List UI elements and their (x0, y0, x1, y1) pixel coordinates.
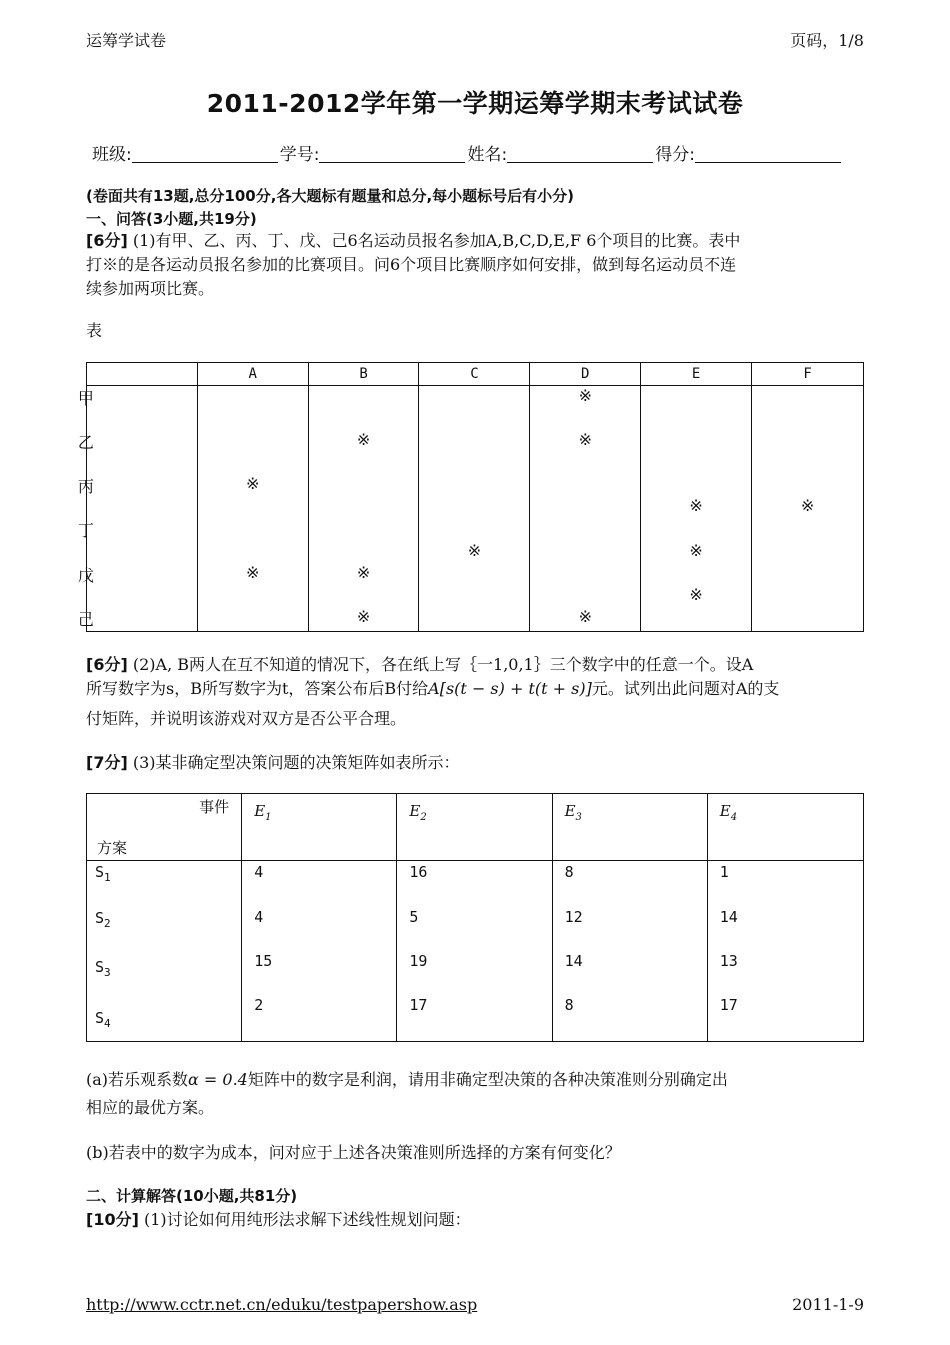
event-column-a (197, 386, 308, 632)
q1-line3: 续参加两项比赛。 (86, 279, 215, 298)
corner-plan-label: 方案 (97, 839, 128, 857)
matrix-column-e3 (552, 861, 707, 1042)
plan-subscript: 1 (104, 871, 111, 884)
athlete-label: 戊 (77, 566, 94, 585)
entry-mark: ※ (356, 430, 371, 449)
question-2-text (86, 653, 864, 731)
q2-line3: 付矩阵，并说明该游戏对双方是否公平合理。 (86, 709, 407, 728)
score-label: 得分: (655, 145, 695, 165)
event-subscript: 1 (265, 812, 272, 823)
matrix-value: 14 (719, 908, 738, 926)
header-cell-a: A (197, 363, 308, 386)
footer-url-link[interactable]: http://www.cctr.net.cn/eduku/testpapershow.asp (86, 1295, 478, 1314)
plan-symbol: S (95, 909, 105, 927)
athlete-label: 丁 (77, 521, 94, 540)
section-1-heading: 一、问答(3小题,共19分) (86, 210, 257, 228)
score-blank (695, 146, 841, 163)
q1-line2: 打※的是各运动员报名参加的比赛项目。问6个项目比赛顺序如何安排，做到每名运动员不连 (86, 255, 737, 274)
event-symbol: E (719, 802, 731, 820)
question-1-text (86, 229, 864, 301)
plan-symbol: S (95, 1009, 105, 1027)
event-header-cell (552, 794, 707, 861)
entry-mark: ※ (689, 496, 703, 515)
student-info-line (92, 140, 843, 165)
entry-mark: ※ (245, 474, 260, 493)
matrix-value: 17 (409, 996, 428, 1014)
matrix-header-row (87, 794, 864, 861)
matrix-value: 19 (409, 952, 428, 970)
footer-date: 2011-1-9 (792, 1295, 864, 1314)
entry-mark: ※ (356, 563, 371, 582)
matrix-value: 4 (254, 908, 264, 926)
header-cell-b: B (308, 363, 419, 386)
athlete-label: 丙 (77, 477, 94, 496)
event-column-c (419, 386, 530, 632)
header-left: 运筹学试卷 (86, 31, 167, 50)
event-symbol: E (409, 802, 421, 820)
q2-line2-b: 元。试列出此问题对A的支 (591, 679, 780, 698)
q3a-part1: (a)若乐观系数 (86, 1070, 189, 1089)
name-blank (507, 146, 653, 163)
event-subscript: 3 (575, 812, 582, 823)
q3-points: [7分] (86, 753, 128, 772)
matrix-value: 12 (564, 908, 583, 926)
table-header-row (87, 363, 864, 386)
question-4-text (86, 1207, 864, 1230)
entry-mark: ※ (578, 607, 592, 626)
q3a-line2: 相应的最优方案。 (86, 1098, 215, 1117)
matrix-value: 1 (719, 863, 729, 881)
question-3a-text (86, 1066, 864, 1122)
entry-mark: ※ (356, 607, 371, 626)
athlete-label: 甲 (77, 389, 94, 408)
entry-mark: ※ (578, 386, 592, 405)
q2-points: [6分] (86, 655, 128, 674)
event-symbol: E (254, 802, 266, 820)
entry-mark: ※ (467, 541, 482, 560)
event-column-b (308, 386, 419, 632)
matrix-value: 15 (254, 952, 273, 970)
plan-label (95, 1009, 111, 1030)
q2-line2-a: 所写数字为s，B所写数字为t，答案公布后B付给 (86, 679, 429, 698)
q3a-part2: 矩阵中的数字是利润，请用非确定型决策的各种决策准则分别确定出 (247, 1070, 728, 1089)
matrix-value: 5 (409, 908, 419, 926)
event-symbol: E (564, 802, 576, 820)
matrix-column-e1 (242, 861, 397, 1042)
entry-mark: ※ (245, 563, 260, 582)
event-column-f (752, 386, 864, 632)
q2-line1: (2)A, B两人在互不知道的情况下，各在纸上写｛一1,0,1｝三个数字中的任意一个。设A (132, 655, 754, 674)
athlete-label: 乙 (77, 433, 94, 452)
q1-line1: (1)有甲、乙、丙、丁、戊、己6名运动员报名参加A,B,C,D,E,F 6个项目的比赛。表中 (132, 231, 741, 250)
section-2-heading: 二、计算解答(10小题,共81分) (86, 1187, 298, 1205)
matrix-body-row (87, 861, 864, 1042)
q4-points: [10分] (86, 1210, 139, 1229)
entry-mark: ※ (689, 541, 703, 560)
event-subscript: 2 (420, 812, 427, 823)
entry-mark: ※ (689, 585, 703, 604)
matrix-value: 8 (564, 996, 574, 1014)
exam-title: 2011-2012学年第一学期运筹学期末考试试卷 (206, 89, 744, 118)
corner-cell (87, 794, 242, 861)
header-cell-d: D (530, 363, 641, 386)
table-body-row (87, 386, 864, 632)
event-header-cell (242, 794, 397, 861)
event-header-cell (707, 794, 863, 861)
q3-line1: (3)某非确定型决策问题的决策矩阵如表所示： (132, 753, 460, 772)
class-blank (132, 146, 278, 163)
header-cell-e: E (641, 363, 752, 386)
class-label: 班级: (92, 145, 132, 165)
table-caption: 表 (86, 321, 103, 340)
matrix-value: 13 (719, 952, 738, 970)
plan-subscript: 3 (104, 966, 111, 979)
plan-column (87, 861, 242, 1042)
matrix-column-e4 (707, 861, 863, 1042)
plan-symbol: S (95, 863, 105, 881)
header-page-number: 页码，1/8 (790, 31, 864, 50)
entry-mark: ※ (578, 430, 592, 449)
matrix-value: 14 (564, 952, 583, 970)
athlete-label: 己 (77, 610, 94, 629)
athlete-column (77, 386, 198, 632)
plan-label (95, 863, 111, 884)
id-label: 学号: (279, 145, 320, 165)
plan-label (95, 958, 111, 979)
matrix-column-e2 (397, 861, 552, 1042)
exam-notice: (卷面共有13题,总分100分,各大题标有题量和总分,每小题标号后有小分) (86, 187, 574, 205)
matrix-value: 16 (409, 863, 428, 881)
event-column-e (641, 386, 752, 632)
question-3b-text: (b)若表中的数字为成本，问对应于上述各决策准则所选择的方案有何变化？ (86, 1143, 621, 1162)
entry-mark: ※ (800, 496, 815, 515)
matrix-value: 2 (254, 996, 264, 1014)
question-3-text (86, 750, 864, 773)
header-cell-f: F (752, 363, 864, 386)
plan-subscript: 2 (104, 917, 111, 930)
matrix-value: 17 (719, 996, 738, 1014)
event-subscript: 4 (730, 812, 738, 823)
id-blank (319, 146, 465, 163)
decision-matrix-table (86, 793, 864, 1042)
q1-points: [6分] (86, 231, 128, 250)
header-cell-c: C (419, 363, 530, 386)
plan-label (95, 909, 111, 930)
event-header-cell (397, 794, 552, 861)
corner-event-label: 事件 (199, 798, 230, 816)
athlete-event-table (77, 362, 864, 632)
alpha-formula: α = 0.4 (188, 1070, 248, 1089)
event-column-d (530, 386, 641, 632)
matrix-value: 8 (564, 863, 574, 881)
name-label: 姓名: (467, 145, 508, 165)
payoff-formula: A[s(t − s) + t(t + s)] (428, 679, 592, 698)
matrix-value: 4 (254, 863, 264, 881)
plan-symbol: S (95, 958, 105, 976)
q4-line1: (1)讨论如何用纯形法求解下述线性规划问题： (144, 1210, 471, 1229)
header-cell-corner (87, 363, 198, 386)
plan-subscript: 4 (104, 1017, 111, 1030)
